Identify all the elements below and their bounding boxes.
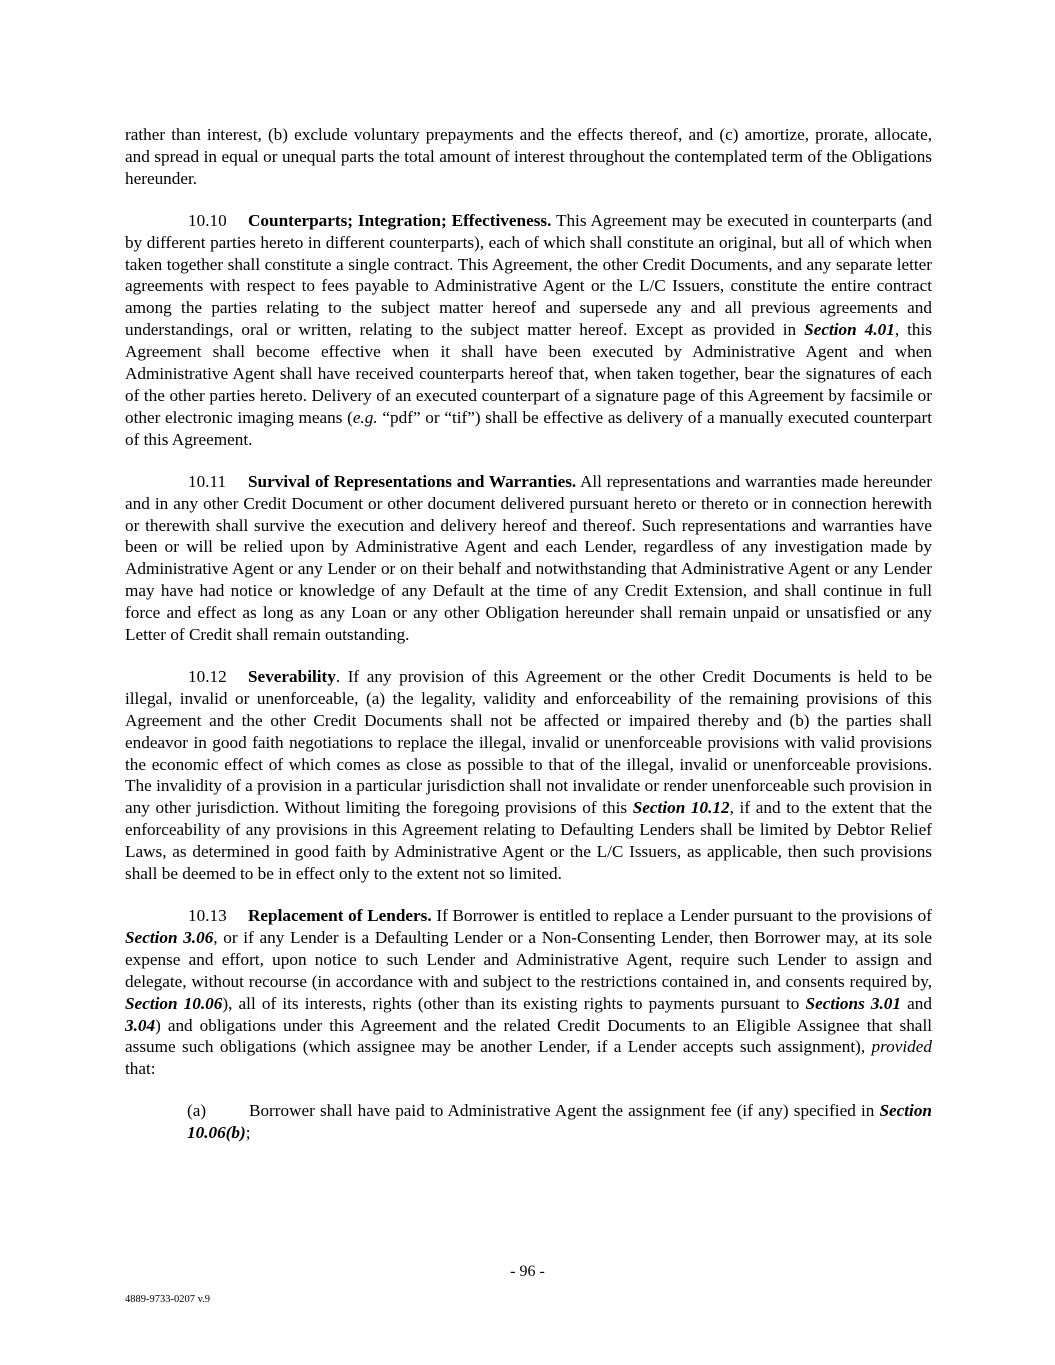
section-10-12 — [125, 666, 932, 885]
paragraph-text: Borrower shall have paid to Administrative Agent the assignment fee (if any) specified in — [249, 1101, 880, 1121]
section-number: 10.11 — [188, 471, 227, 491]
section-reference: Section 10.06(b) — [187, 1101, 932, 1143]
subsection-label: (a) — [187, 1101, 207, 1121]
section-reference: Section 3.06 — [125, 927, 214, 947]
section-reference: Section 10.06 — [125, 993, 223, 1013]
paragraph-text: ), all of its interests, rights (other than its existing rights to payments pursuant to — [222, 993, 806, 1013]
paragraph-text: All representations and warranties made hereunder and in any other Credit Document or other document delivered pursuant hereto or thereto or in connection herewith or therewith shall survive the execution and delivery hereof and thereof. Such representations and warranties have been or will be relied upon by Administrative Agent and each Lender, regardless of any investigation made by Administrative Agent or any Lender or on their behalf and notwithstanding that Administrative Agent or any Lender may have had notice or knowledge of any Default at the time of any Credit Extension, and shall continue in full force and effect as long as any Loan or any other Obligation hereunder shall remain unpaid or unsatisfied or any Letter of Credit shall remain outstanding. — [125, 471, 932, 645]
section-number: 10.13 — [188, 906, 227, 925]
paragraph-text: and — [901, 993, 932, 1013]
document-id: 4889-9733-0207 v.9 — [125, 1294, 211, 1305]
section-heading: Replacement of Lenders. — [248, 906, 432, 925]
paragraph-text: If Borrower is entitled to replace a Lender pursuant to the provisions of — [431, 906, 932, 925]
paragraph-text: , if and to the extent that the enforceability of any provisions in this Agreement relating to Defaulting Lenders shall be limited by Debtor Relief Laws, as determined in good faith by Administrative Agent or the L/C Issuers, as applicable, then such provisions shall be deemed to be in effect only to the extent not so limited. — [125, 798, 932, 884]
body-text — [125, 124, 932, 1144]
section-10-13-a — [125, 1100, 932, 1144]
paragraph-text: . If any provision of this Agreement or the other Credit Documents is held to be illegal, invalid or unenforceable, (a) the legality, validity and enforceability of the remaining provisions of this Agreement and the other Credit Documents shall not be affected or impaired thereby and (b) the parties shall endeavor in good faith negotiations to replace the illegal, invalid or unenforceable provisions with valid provisions the economic effect of which comes as close as possible to that of the illegal, invalid or unenforceable provisions. The invalidity of a provision in a particular jurisdiction shall not invalidate or render unenforceable such provision in any other jurisdiction. Without limiting the foregoing provisions of this — [125, 666, 932, 818]
section-heading: Counterparts; Integration; Effectiveness. — [248, 210, 552, 230]
section-number: 10.10 — [188, 210, 227, 230]
section-number: 10.12 — [188, 666, 227, 686]
paragraph-text: rather than interest, (b) exclude voluntary prepayments and the effects thereof, and (c) amortize, prorate, allocate, and spread in equal or unequal parts the total amount of interest throughout the contemplated term of the Obligations hereunder. — [125, 125, 932, 188]
section-10-11 — [125, 471, 932, 646]
continuation-paragraph — [125, 124, 932, 190]
italic-text: provided — [871, 1037, 932, 1057]
section-reference: 3.04 — [125, 1015, 156, 1035]
paragraph-text: This Agreement may be executed in counterparts (and by different parties hereto in different counterparts), each of which shall constitute an original, but all of which when taken together shall constitute a single contract. This Agreement, the other Credit Documents, and any separate letter agreements with respect to fees payable to Administrative Agent or the L/C Issuers, constitute the entire contract among the parties relating to the subject matter hereof and supersede any and all previous agreements and understandings, oral or written, relating to the subject matter hereof. Except as provided in — [125, 210, 932, 340]
section-heading: Survival of Representations and Warranties. — [248, 471, 577, 491]
section-heading: Severability — [248, 666, 336, 686]
section-reference: Section 10.12 — [632, 798, 730, 818]
section-reference: Sections 3.01 — [805, 993, 901, 1013]
paragraph-text: “pdf” or “tif”) shall be effective as delivery of a manually executed counterpart of this Agreement. — [125, 407, 932, 449]
paragraph-text: , this Agreement shall become effective when it shall have been executed by Administrative Agent and when Administrative Agent shall have received counterparts hereof that, when taken together, bear the signatures of each of the other parties hereto. Delivery of an executed counterpart of a signature page of this Agreement by facsimile or other electronic imaging means ( — [125, 320, 932, 427]
paragraph-text: ; — [245, 1123, 251, 1143]
section-10-13 — [125, 905, 932, 1080]
italic-text: e.g. — [352, 407, 378, 427]
section-reference: Section 4.01 — [804, 320, 895, 340]
paragraph-text: that: — [125, 1059, 156, 1079]
paragraph-text: ) and obligations under this Agreement and the related Credit Documents to an Eligible Assignee that shall assume such obligations (which assignee may be another Lender, if a Lender accepts such assignment), — [125, 1015, 932, 1057]
section-10-10 — [125, 210, 932, 451]
paragraph-text: , or if any Lender is a Defaulting Lender or a Non-Consenting Lender, then Borrower may, at its sole expense and effort, upon notice to such Lender and Administrative Agent, require such Lender to assign and delegate, without recourse (in accordance with and subject to the restrictions contained in, and consents required by, — [125, 927, 932, 991]
page-number: - 96 - — [510, 1263, 545, 1280]
